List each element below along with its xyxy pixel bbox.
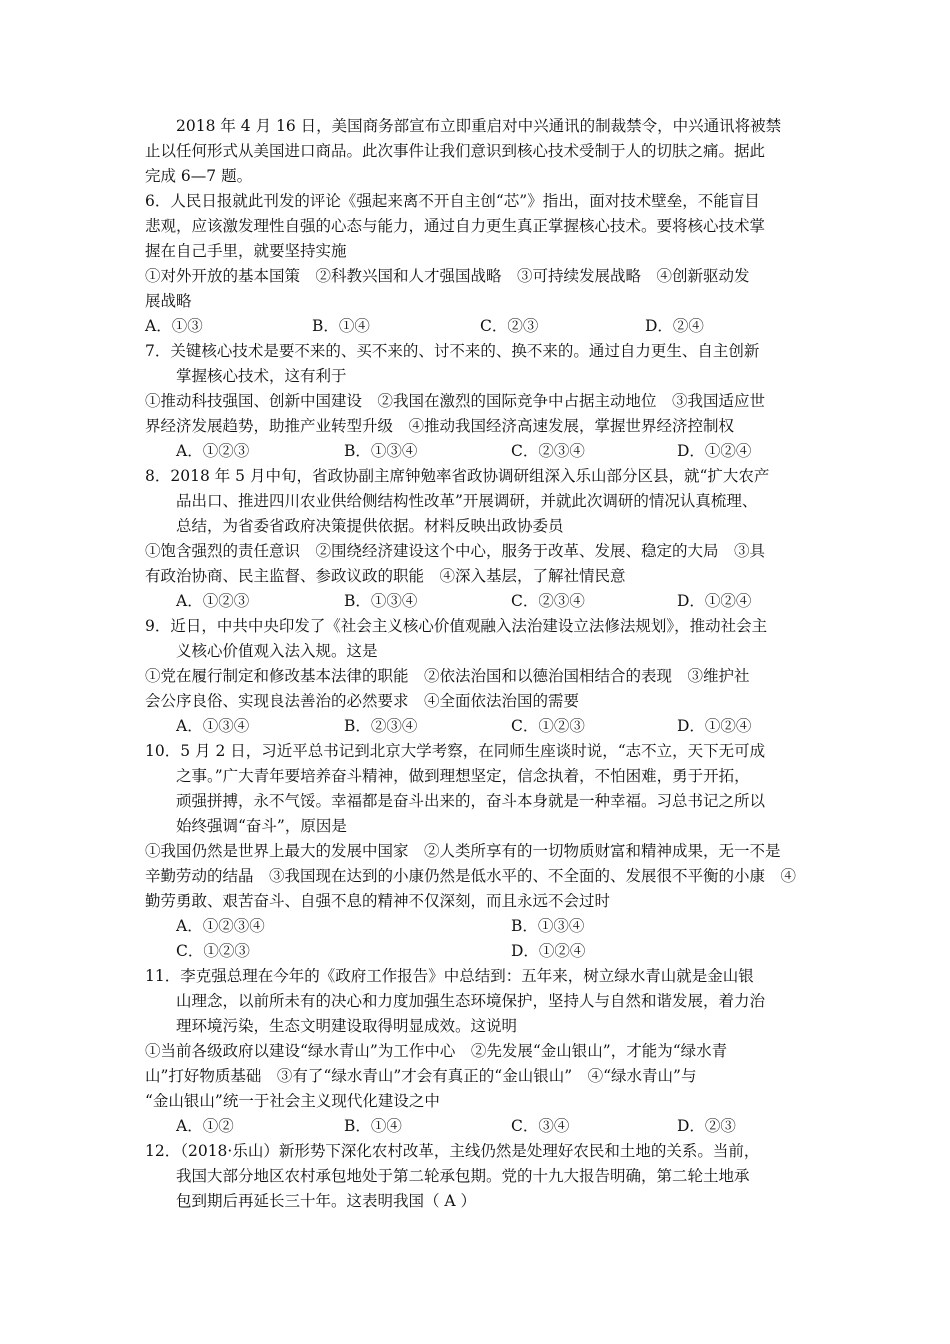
intro-line: 止以任何形式从美国进口商品。此次事件让我们意识到核心技术受制于人的切肤之痛。据此 bbox=[145, 142, 766, 160]
q11-stem: 理环境污染，生态文明建设取得明显成效。这说明 bbox=[176, 1017, 518, 1035]
option-c: C．③④ bbox=[511, 1117, 570, 1135]
q12-stem: 我国大部分地区农村承包地处于第二轮承包期。党的十九大报告明确，第二轮土地承 bbox=[176, 1167, 750, 1185]
q9-stem: 义核心价值观入法入规。这是 bbox=[176, 642, 378, 660]
option-d: D．①②④ bbox=[677, 442, 752, 460]
q11-stem: 山理念，以前所未有的决心和力度加强生态环境保护，坚持人与自然和谐发展，着力治 bbox=[176, 992, 766, 1010]
option-d: D．①②④ bbox=[677, 717, 752, 735]
q6-stem: 悲观，应该激发理性自强的心态与能力，通过自力更生真正掌握核心技术。要将核心技术掌 bbox=[145, 217, 766, 235]
option-a: A．①③ bbox=[145, 317, 203, 335]
q10-stem: 10．5 月 2 日，习近平总书记到北京大学考察，在同师生座谈时说，“志不立，天下无可成 bbox=[145, 742, 766, 760]
q8-choices: ①饱含强烈的责任意识 ②围绕经济建设这个中心，服务于改革、发展、稳定的大局 ③具 bbox=[145, 542, 766, 560]
option-a: A．①② bbox=[176, 1117, 234, 1135]
q12-stem: 12．（2018·乐山）新形势下深化农村改革，主线仍然是处理好农民和土地的关系。当前， bbox=[145, 1142, 760, 1160]
option-a: A．①②③④ bbox=[176, 917, 265, 935]
option-c: C．②③ bbox=[480, 317, 539, 335]
q6-stem: 6．人民日报就此刊发的评论《强起来离不开自主创“芯”》指出，面对技术壁垒，不能盲目 bbox=[145, 192, 760, 210]
option-d: D．①②④ bbox=[511, 942, 586, 960]
option-d: D．②③ bbox=[677, 1117, 736, 1135]
option-b: B．①④ bbox=[344, 1117, 402, 1135]
q8-options bbox=[0, 589, 950, 614]
q10-options-row2 bbox=[0, 939, 950, 964]
q10-options-row1 bbox=[0, 914, 950, 939]
q12-stem: 包到期后再延长三十年。这表明我国（ A ） bbox=[176, 1192, 477, 1210]
option-b: B．①④ bbox=[312, 317, 370, 335]
option-a: A．①③④ bbox=[176, 717, 250, 735]
q7-choices: ①推动科技强国、创新中国建设 ②我国在激烈的国际竞争中占据主动地位 ③我国适应世 bbox=[145, 392, 766, 410]
q9-choices: ①党在履行制定和修改基本法律的职能 ②依法治国和以德治国相结合的表现 ③维护社 bbox=[145, 667, 750, 685]
option-a: A．①②③ bbox=[176, 592, 250, 610]
q10-stem: 始终强调“奋斗”，原因是 bbox=[176, 817, 347, 835]
q10-choices: ①我国仍然是世界上最大的发展中国家 ②人类所享有的一切物质财富和精神成果，无一不是 bbox=[145, 842, 781, 860]
q7-choices: 界经济发展趋势，助推产业转型升级 ④推动我国经济高速发展，掌握世界经济控制权 bbox=[145, 417, 735, 435]
q9-options bbox=[0, 714, 950, 739]
intro-line: 2018 年 4 月 16 日，美国商务部宣布立即重启对中兴通讯的制裁禁令，中兴通讯将被禁 bbox=[176, 117, 782, 135]
option-b: B．②③④ bbox=[344, 717, 418, 735]
option-d: D．①②④ bbox=[677, 592, 752, 610]
option-a: A．①②③ bbox=[176, 442, 250, 460]
q7-options bbox=[0, 439, 950, 464]
q10-choices: 辛勤劳动的结晶 ③我国现在达到的小康仍然是低水平的、不全面的、发展很不平衡的小康 ④ bbox=[145, 867, 797, 885]
q8-choices: 有政治协商、民主监督、参政议政的职能 ④深入基层，了解社情民意 bbox=[145, 567, 626, 585]
q9-stem: 9．近日，中共中央印发了《社会主义核心价值观融入法治建设立法修法规划》，推动社会主 bbox=[145, 617, 768, 635]
option-c: C．①②③ bbox=[511, 717, 585, 735]
option-b: B．①③④ bbox=[344, 442, 418, 460]
option-b: B．①③④ bbox=[511, 917, 585, 935]
q10-stem: 之事。”广大青年要培养奋斗精神，做到理想坚定，信念执着，不怕困难，勇于开拓， bbox=[176, 767, 750, 785]
q7-stem: 7．关键核心技术是要不来的、买不来的、讨不来的、换不来的。通过自力更生、自主创新 bbox=[145, 342, 760, 360]
q8-stem: 品出口、推进四川农业供给侧结构性改革”开展调研，并就此次调研的情况认真梳理、 bbox=[176, 492, 758, 510]
option-d: D．②④ bbox=[645, 317, 704, 335]
q10-stem: 顽强拼搏，永不气馁。幸福都是奋斗出来的，奋斗本身就是一种幸福。习总书记之所以 bbox=[176, 792, 766, 810]
q8-stem: 总结，为省委省政府决策提供依据。材料反映出政协委员 bbox=[176, 517, 564, 535]
q6-choices: 展战略 bbox=[145, 292, 192, 310]
q9-choices: 会公序良俗、实现良法善治的必然要求 ④全面依法治国的需要 bbox=[145, 692, 580, 710]
option-b: B．①③④ bbox=[344, 592, 418, 610]
option-c: C．①②③ bbox=[176, 942, 250, 960]
q11-stem: 11．李克强总理在今年的《政府工作报告》中总结到：五年来，树立绿水青山就是金山银 bbox=[145, 967, 754, 985]
q11-choices: “金山银山”统一于社会主义现代化建设之中 bbox=[145, 1092, 440, 1110]
q7-stem: 掌握核心技术，这有利于 bbox=[176, 367, 347, 385]
q6-choices: ①对外开放的基本国策 ②科教兴国和人才强国战略 ③可持续发展战略 ④创新驱动发 bbox=[145, 267, 750, 285]
q6-options bbox=[0, 314, 950, 339]
intro-line: 完成 6—7 题。 bbox=[145, 167, 253, 185]
q10-choices: 勤劳勇敢、艰苦奋斗、自强不息的精神不仅深刻，而且永远不会过时 bbox=[145, 892, 611, 910]
q8-stem: 8．2018 年 5 月中旬，省政协副主席钟勉率省政协调研组深入乐山部分区县，就“扩大农产 bbox=[145, 467, 770, 485]
q11-choices: 山”打好物质基础 ③有了“绿水青山”才会有真正的“金山银山” ④“绿水青山”与 bbox=[145, 1067, 697, 1085]
q6-stem: 握在自己手里，就要坚持实施 bbox=[145, 242, 347, 260]
q11-options bbox=[0, 1114, 950, 1139]
q11-choices: ①当前各级政府以建设“绿水青山”为工作中心 ②先发展“金山银山”，才能为“绿水青 bbox=[145, 1042, 728, 1060]
option-c: C．②③④ bbox=[511, 442, 585, 460]
option-c: C．②③④ bbox=[511, 592, 585, 610]
